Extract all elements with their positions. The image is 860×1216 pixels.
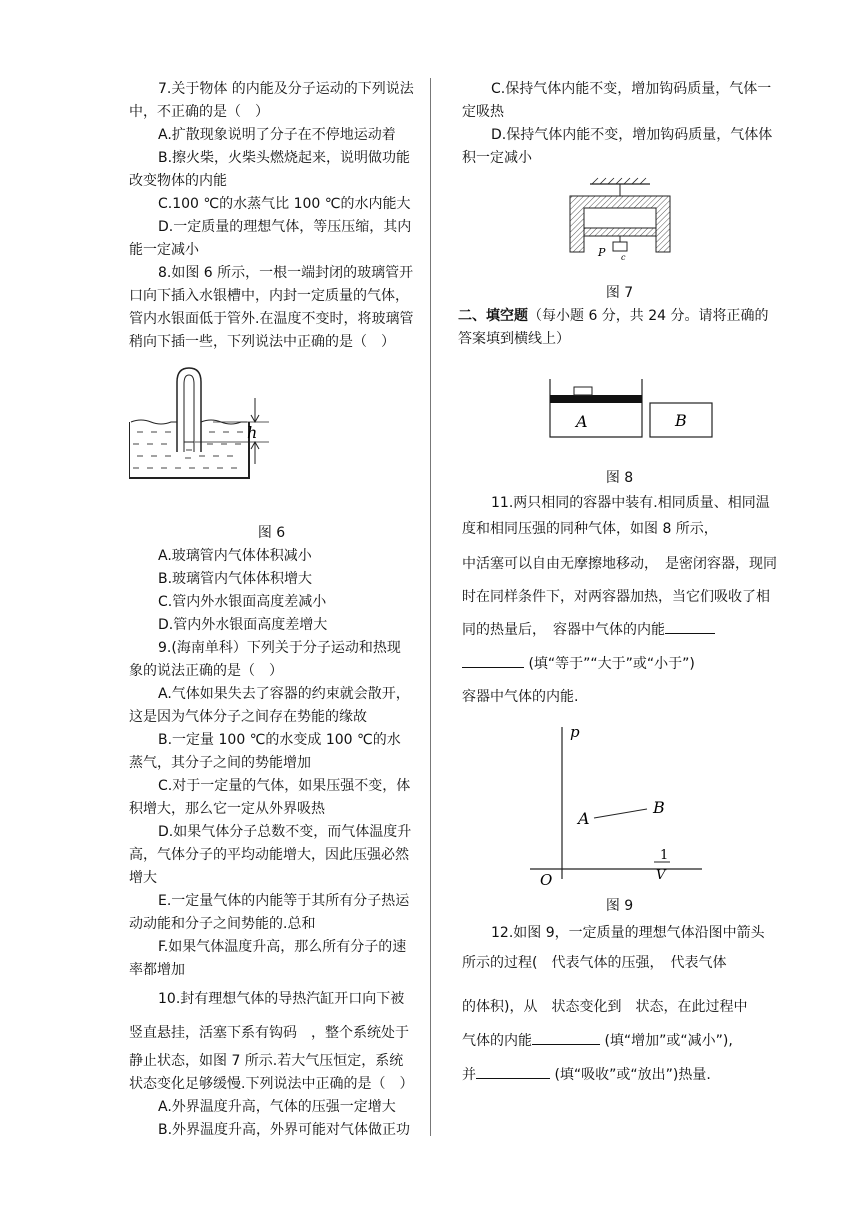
- q8-option-a: A.玻璃管内气体体积减小: [158, 548, 312, 564]
- q7-option-a: A.扩散现象说明了分子在不停地运动着: [158, 127, 396, 143]
- q8-option-c: C.管内外水银面高度差减小: [158, 594, 327, 610]
- figure-8-containers: [462, 361, 777, 461]
- figure-9-label-x-num: 1: [660, 848, 669, 863]
- right-column: [458, 78, 777, 1092]
- figure-9-label-o: O: [540, 871, 553, 889]
- q11-line3: [462, 647, 777, 681]
- figure-6-mercury-tube: [129, 360, 414, 510]
- q12-blank-1: [532, 1028, 600, 1045]
- figure-9-label-x-den: V: [656, 868, 666, 883]
- figure-9-label-a: A: [578, 809, 590, 828]
- figure-9-label-b: B: [653, 798, 665, 817]
- figure-7-label-p: P: [598, 246, 606, 259]
- section-heading: [458, 305, 777, 351]
- figure-8-label-b: B: [675, 411, 687, 430]
- q12-blank-2: [476, 1062, 550, 1079]
- q9-stem: 9.(海南单科）下列关于分子运动和热现象的说法正确的是（ ）: [129, 640, 401, 679]
- q7-option-d: D.一定质量的理想气体，等压压缩，其内能一定减小: [129, 219, 412, 258]
- q12-line2: 的体积)，从 状态变化到 状态，在此过程中: [462, 999, 748, 1015]
- q10-option-b: B.外界温度升高，外界可能对气体做正功: [158, 1122, 411, 1138]
- figure-9-caption: 图 9: [605, 898, 634, 914]
- q12-line1: 12.如图 9，一定质量的理想气体沿图中箭头所示的过程( 代表气体的压强， 代表气体: [462, 925, 765, 971]
- section-desc: （每小题 6 分，共 24 分。请将正确的答案填到横线上）: [458, 308, 769, 347]
- q8-option-b: B.玻璃管内气体体积增大: [158, 571, 313, 587]
- q12-line3: [462, 1024, 777, 1058]
- q7-option-c: C.100 ℃的水蒸气比 100 ℃的水内能大: [158, 196, 411, 212]
- figure-9-label-p: p: [570, 723, 580, 741]
- q11-line2: [462, 548, 777, 647]
- q9-option-d: D.如果气体分子总数不变，而气体温度升高，气体分子的平均动能增大，因此压强必然增大: [129, 824, 412, 886]
- q11-line1: 11.两只相同的容器中装有.相同质量、相同温度和相同压强的同种气体，如图 8 所示，: [462, 495, 770, 537]
- figure-7-cylinder: [462, 176, 777, 262]
- q10-option-a: A.外界温度升高，气体的压强一定增大: [158, 1099, 396, 1115]
- figure-7-label-c: c: [621, 253, 626, 262]
- figure-9-graph: [462, 719, 777, 889]
- q8-option-d: D.管内外水银面高度差增大: [158, 617, 328, 633]
- q10-stem-line1: 10.封有理想气体的导热汽缸开口向下被: [158, 991, 405, 1007]
- figure-6-caption: 图 6: [257, 525, 286, 541]
- q10-stem-line3: 静止状态，如图 7 所示.若大气压恒定，系统状态变化足够缓慢.下列说法中正确的是（ ）: [129, 1053, 414, 1092]
- q11-line2-text: 中活塞可以自由无摩擦地移动， 是密闭容器，现同时在同样条件下，对两容器加热，当它们吸收了相同的热量后， 容器中气体的内能: [462, 556, 777, 638]
- q12-line4b: (填“吸收”或“放出”)热量.: [550, 1067, 711, 1083]
- q7-option-b: B.擦火柴，火柴头燃烧起来，说明做功能改变物体的内能: [129, 150, 411, 189]
- figure-8-label-a: A: [576, 412, 588, 431]
- q9-option-c: C.对于一定量的气体，如果压强不变，体积增大，那么它一定从外界吸热: [129, 778, 411, 817]
- q9-option-e: E.一定量气体的内能等于其所有分子热运动动能和分子之间势能的.总和: [129, 893, 410, 932]
- q11-line3-text: (填“等于”“大于”或“小于”): [524, 656, 695, 672]
- figure-6-label-h: h: [247, 423, 258, 442]
- q12-line3a: 气体的内能: [462, 1033, 532, 1049]
- figure-7-caption: 图 7: [605, 285, 634, 301]
- q9-option-f: F.如果气体温度升高，那么所有分子的速率都增加: [129, 939, 407, 978]
- q12-line4: [462, 1058, 777, 1092]
- figure-8-caption: 图 8: [605, 470, 634, 486]
- q10-stem-line2: 竖直悬挂，活塞下系有钩码 ，整个系统处于: [129, 1025, 409, 1041]
- q10-option-c: C.保持气体内能不变，增加钩码质量，气体一定吸热: [462, 81, 772, 120]
- q11-blank-2: [462, 651, 524, 668]
- q10-option-d: D.保持气体内能不变，增加钩码质量，气体体积一定减小: [462, 127, 773, 166]
- q11-blank-1: [665, 617, 715, 634]
- q12-line4a: 并: [462, 1067, 476, 1083]
- q12-line3b: (填“增加”或“减小”),: [600, 1033, 733, 1049]
- section-title: 二、填空题: [458, 308, 528, 324]
- q9-option-b: B.一定量 100 ℃的水变成 100 ℃的水蒸气，其分子之间的势能增加: [129, 732, 401, 771]
- q8-stem: 8.如图 6 所示，一根一端封闭的玻璃管开口向下插入水银槽中，内封一定质量的气体，管内水银面低于管外.在温度不变时，将玻璃管稍向下插一些，下列说法中正确的是（ ）: [129, 265, 414, 350]
- q9-option-a: A.气体如果失去了容器的约束就会散开，这是因为气体分子之间存在势能的缘故: [129, 686, 410, 725]
- column-divider: [430, 78, 431, 1136]
- q11-line4: 容器中气体的内能.: [462, 689, 579, 705]
- q7-stem: 7.关于物体 的内能及分子运动的下列说法中，不正确的是（ ）: [129, 81, 414, 120]
- left-column: [129, 78, 414, 1142]
